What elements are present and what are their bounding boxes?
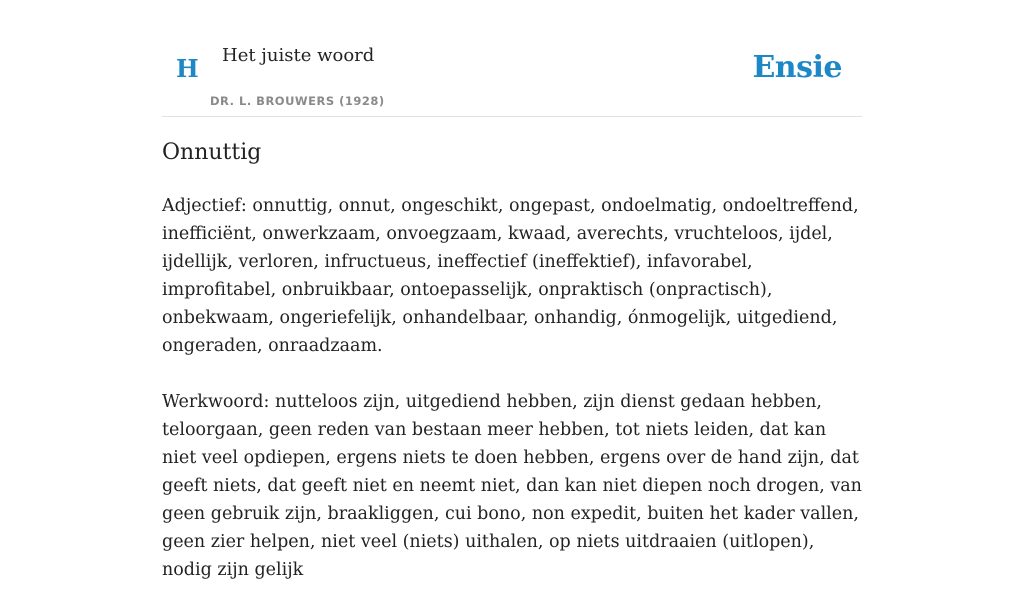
entry-body [162,192,862,612]
book-author: DR. L. BROUWERS (1928) [210,94,385,108]
page [162,0,862,580]
book-title[interactable]: Het juiste woord [222,45,375,66]
entry-paragraph-verb: Werkwoord: nutteloos zijn, uitgediend hebben, zijn dienst gedaan hebben, teloorgaan, geen reden van bestaan meer hebben, tot niets leiden, dat kan niet veel opdiepen, ergens niets te doen hebben, ergens over de hand zijn, dat geeft niets, dat geeft niet en neemt niet, dan kan niet diepen noch drogen, van geen gebruik zijn, braakliggen, cui bono, non expedit, buiten het kader vallen, geen zier helpen, niet veel (niets) uithalen, op niets uitdraaien (uitlopen), nodig zijn gelijk [162,392,862,580]
ensie-logo-link[interactable]: Ensie [752,50,842,85]
entry-title: Onnuttig [162,140,262,165]
book-header [162,0,862,117]
book-logo[interactable]: H [176,54,199,83]
entry-paragraph-adjective: Adjectief: onnuttig, onnut, ongeschikt, ongepast, ondoelmatig, ondoeltreffend, inefficiënt, onwerkzaam, onvoegzaam, kwaad, averechts, vruchteloos, ijdel, ijdellijk, verloren, infructueus, ineffectief (ineffektief), infavorabel, improfitabel, onbruikbaar, ontoepasselijk, onpraktisch (onpractisch), onbekwaam, ongeriefelijk, onhandelbaar, onhandig, ónmogelijk, uitgediend, ongeraden, onraadzaam. [162,196,859,356]
